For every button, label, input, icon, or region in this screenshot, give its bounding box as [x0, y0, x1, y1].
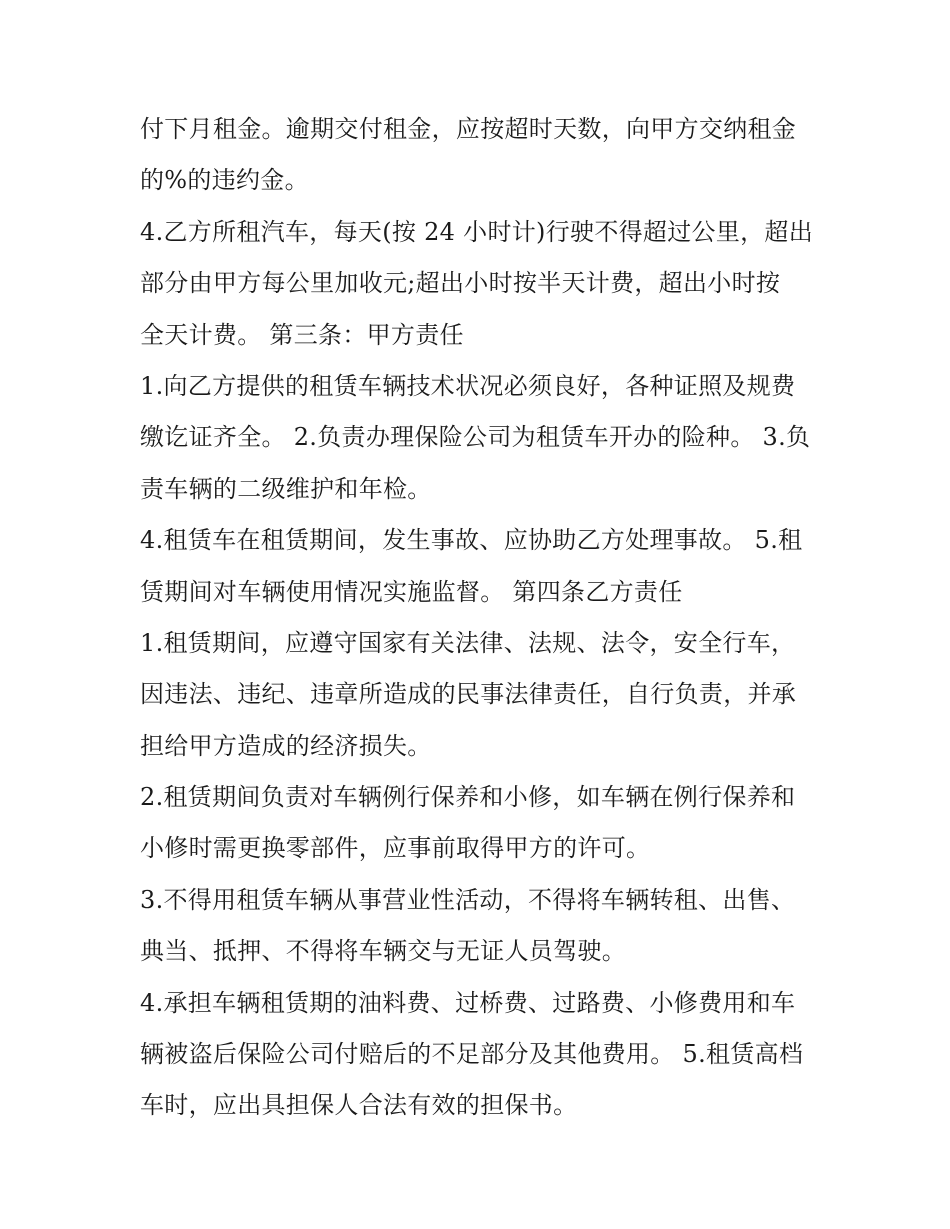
- text-line: 典当、抵押、不得将车辆交与无证人员驾驶。: [140, 937, 626, 966]
- text-line: 1.租赁期间，应遵守国家有关法律、法规、法令，安全行车，: [140, 628, 796, 657]
- text-line: 2.租赁期间负责对车辆例行保养和小修，如车辆在例行保养和: [140, 783, 796, 812]
- text-line: 部分由甲方每公里加收元;超出小时按半天计费，超出小时按: [140, 269, 781, 298]
- text-line: 赁期间对车辆使用情况实施监督。 第四条乙方责任: [140, 577, 683, 606]
- text-line: 车时，应出具担保人合法有效的担保书。: [140, 1091, 578, 1120]
- text-line: 责车辆的二级维护和年检。: [140, 474, 432, 503]
- text-line: 付下月租金。逾期交付租金，应按超时天数，向甲方交纳租金: [140, 115, 797, 143]
- text-line: 的%的违约金。: [140, 166, 309, 195]
- text-line: 3.不得用租赁车辆从事营业性活动，不得将车辆转租、出售、: [140, 885, 796, 914]
- text-line: 4.承担车辆租赁期的油料费、过桥费、过路费、小修费用和车: [140, 988, 796, 1017]
- document-body: [140, 104, 830, 1132]
- text-line: 4.租赁车在租赁期间，发生事故、应协助乙方处理事故。 5.租: [140, 526, 803, 555]
- text-line: 辆被盗后保险公司付赔后的不足部分及其他费用。 5.租赁高档: [140, 1040, 804, 1069]
- text-line: 担给甲方造成的经济损失。: [140, 731, 432, 760]
- text-line: 因违法、违纪、违章所造成的民事法律责任，自行负责，并承: [140, 680, 797, 709]
- text-line: 缴讫证齐全。 2.负责办理保险公司为租赁车开办的险种。 3.负: [140, 423, 811, 452]
- text-line: 4.乙方所租汽车，每天(按 24 小时计)行驶不得超过公里，超出: [140, 217, 814, 246]
- text-line: 小修时需更换零部件，应事前取得甲方的许可。: [140, 834, 651, 863]
- text-line: 1.向乙方提供的租赁车辆技术状况必须良好，各种证照及规费: [140, 371, 796, 400]
- text-line: 全天计费。 第三条：甲方责任: [140, 320, 464, 349]
